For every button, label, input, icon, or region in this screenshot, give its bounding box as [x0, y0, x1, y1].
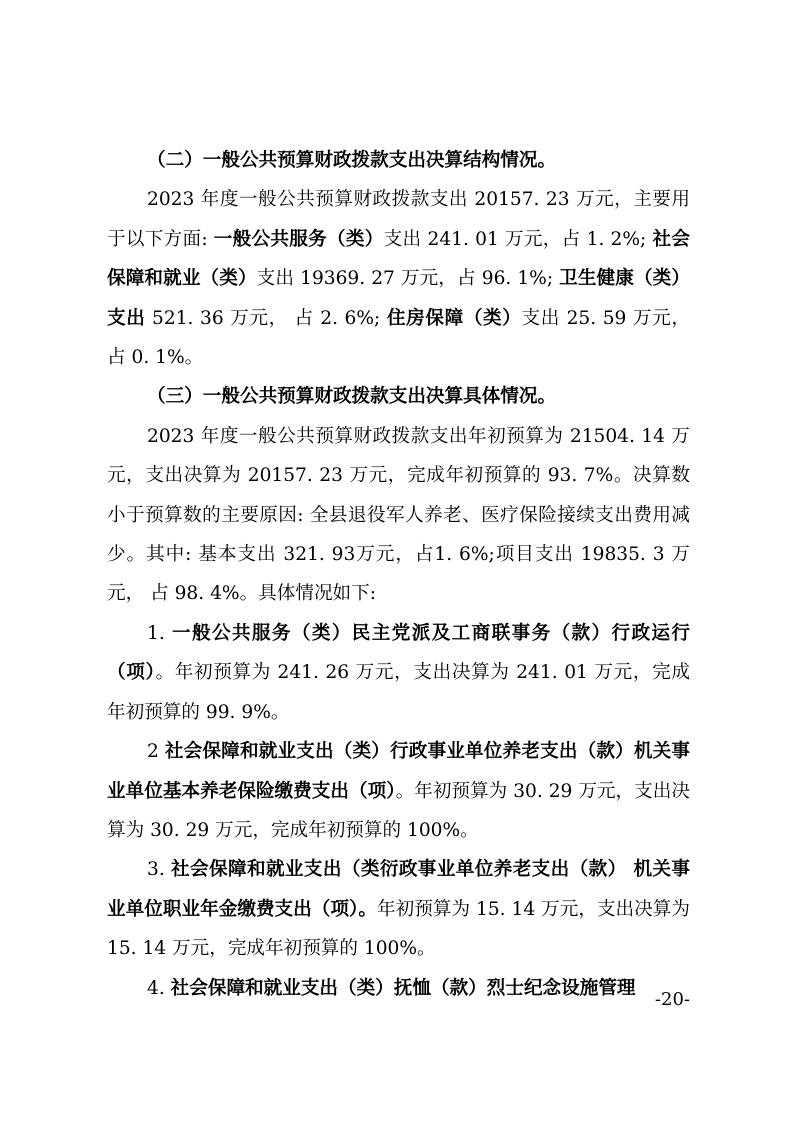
detail-item-1-number: 1. — [147, 622, 173, 644]
detail-item-3-text: 年初预算为 15. 14 万元，支出决算为 15. 14 万元，完成年初预算的 100%。 — [107, 898, 691, 960]
detail-item-3 — [107, 850, 690, 968]
social-security-text: 支出 19369. 27 万元，占 96. 1%; — [256, 268, 560, 290]
housing-label: 住房保障（类） — [386, 307, 522, 329]
health-label: 卫生健康（类）支出 — [107, 268, 690, 329]
detail-item-3-number: 3. — [147, 859, 172, 881]
social-security-label: 社会保障和就业（类） — [107, 228, 690, 290]
structure-intro: 2023 年度一般公共预算财政拨款支出 20157. 23 万元，主要用于以下方面: — [107, 189, 690, 250]
detail-item-3-label: 社会保障和就业支出（类衍政事业单位养老支出（款） 机关事业单位职业年金缴费支出（项）。 — [107, 859, 690, 920]
housing-text: 支出 25. 59 万元，占 0. 1%。 — [107, 307, 690, 369]
detail-item-4-label: 社会保障和就业支出（类）抚恤（款）烈士纪念设施管理 — [170, 977, 636, 999]
detail-item-4-number: 4. — [147, 977, 171, 999]
detail-item-4 — [107, 969, 690, 1008]
detail-item-2-number: 2 — [147, 741, 165, 763]
structure-paragraph — [107, 180, 690, 377]
section-heading-structure: （二）一般公共预算财政拨款支出决算结构情况。 — [147, 150, 557, 171]
detail-intro-paragraph: 2023 年度一般公共预算财政拨款支出年初预算为 21504. 14 万元，支出决算为 20157. 23 万元，完成年初预算的 93. 7%。决算数小于预算数的主要原因: 全县退役军人养老、医疗保险接续支出费用减少。其中: 基本支出 321. 93万元，占1. 6%;项目支出 19835. 3 万元， 占 98. 4%。具体情况如下: — [107, 425, 690, 605]
health-text: 521. 36 万元， 占 2. 6%; — [145, 307, 387, 329]
detail-item-1 — [107, 614, 690, 732]
detail-item-2-text: 。年初预算为 30. 29 万元，支出决算为 30. 29 万元，完成年初预算的 100%。 — [107, 780, 690, 841]
detail-item-1-text: 。年初预算为 241. 26 万元，支出决算为 241. 01 万元，完成年初预算的 99. 9%。 — [107, 662, 690, 723]
page-number: -20- — [654, 989, 690, 1010]
detail-item-1-label: 一般公共服务（类）民主党派及工商联事务（款）行政运行（项） — [107, 622, 690, 684]
detail-item-2 — [107, 732, 690, 850]
general-public-service-label: 一般公共服务（类） — [213, 228, 384, 250]
general-public-service-text: 支出 241. 01 万元，占 1. 2%; — [383, 228, 653, 250]
page-content — [107, 141, 690, 1008]
section-heading-detail: （三）一般公共预算财政拨款支出决算具体情况。 — [147, 386, 557, 408]
detail-item-2-label: 社会保障和就业支出（类）行政事业单位养老支出（款）机关事业单位基本养老保险缴费支出（项） — [107, 741, 690, 802]
